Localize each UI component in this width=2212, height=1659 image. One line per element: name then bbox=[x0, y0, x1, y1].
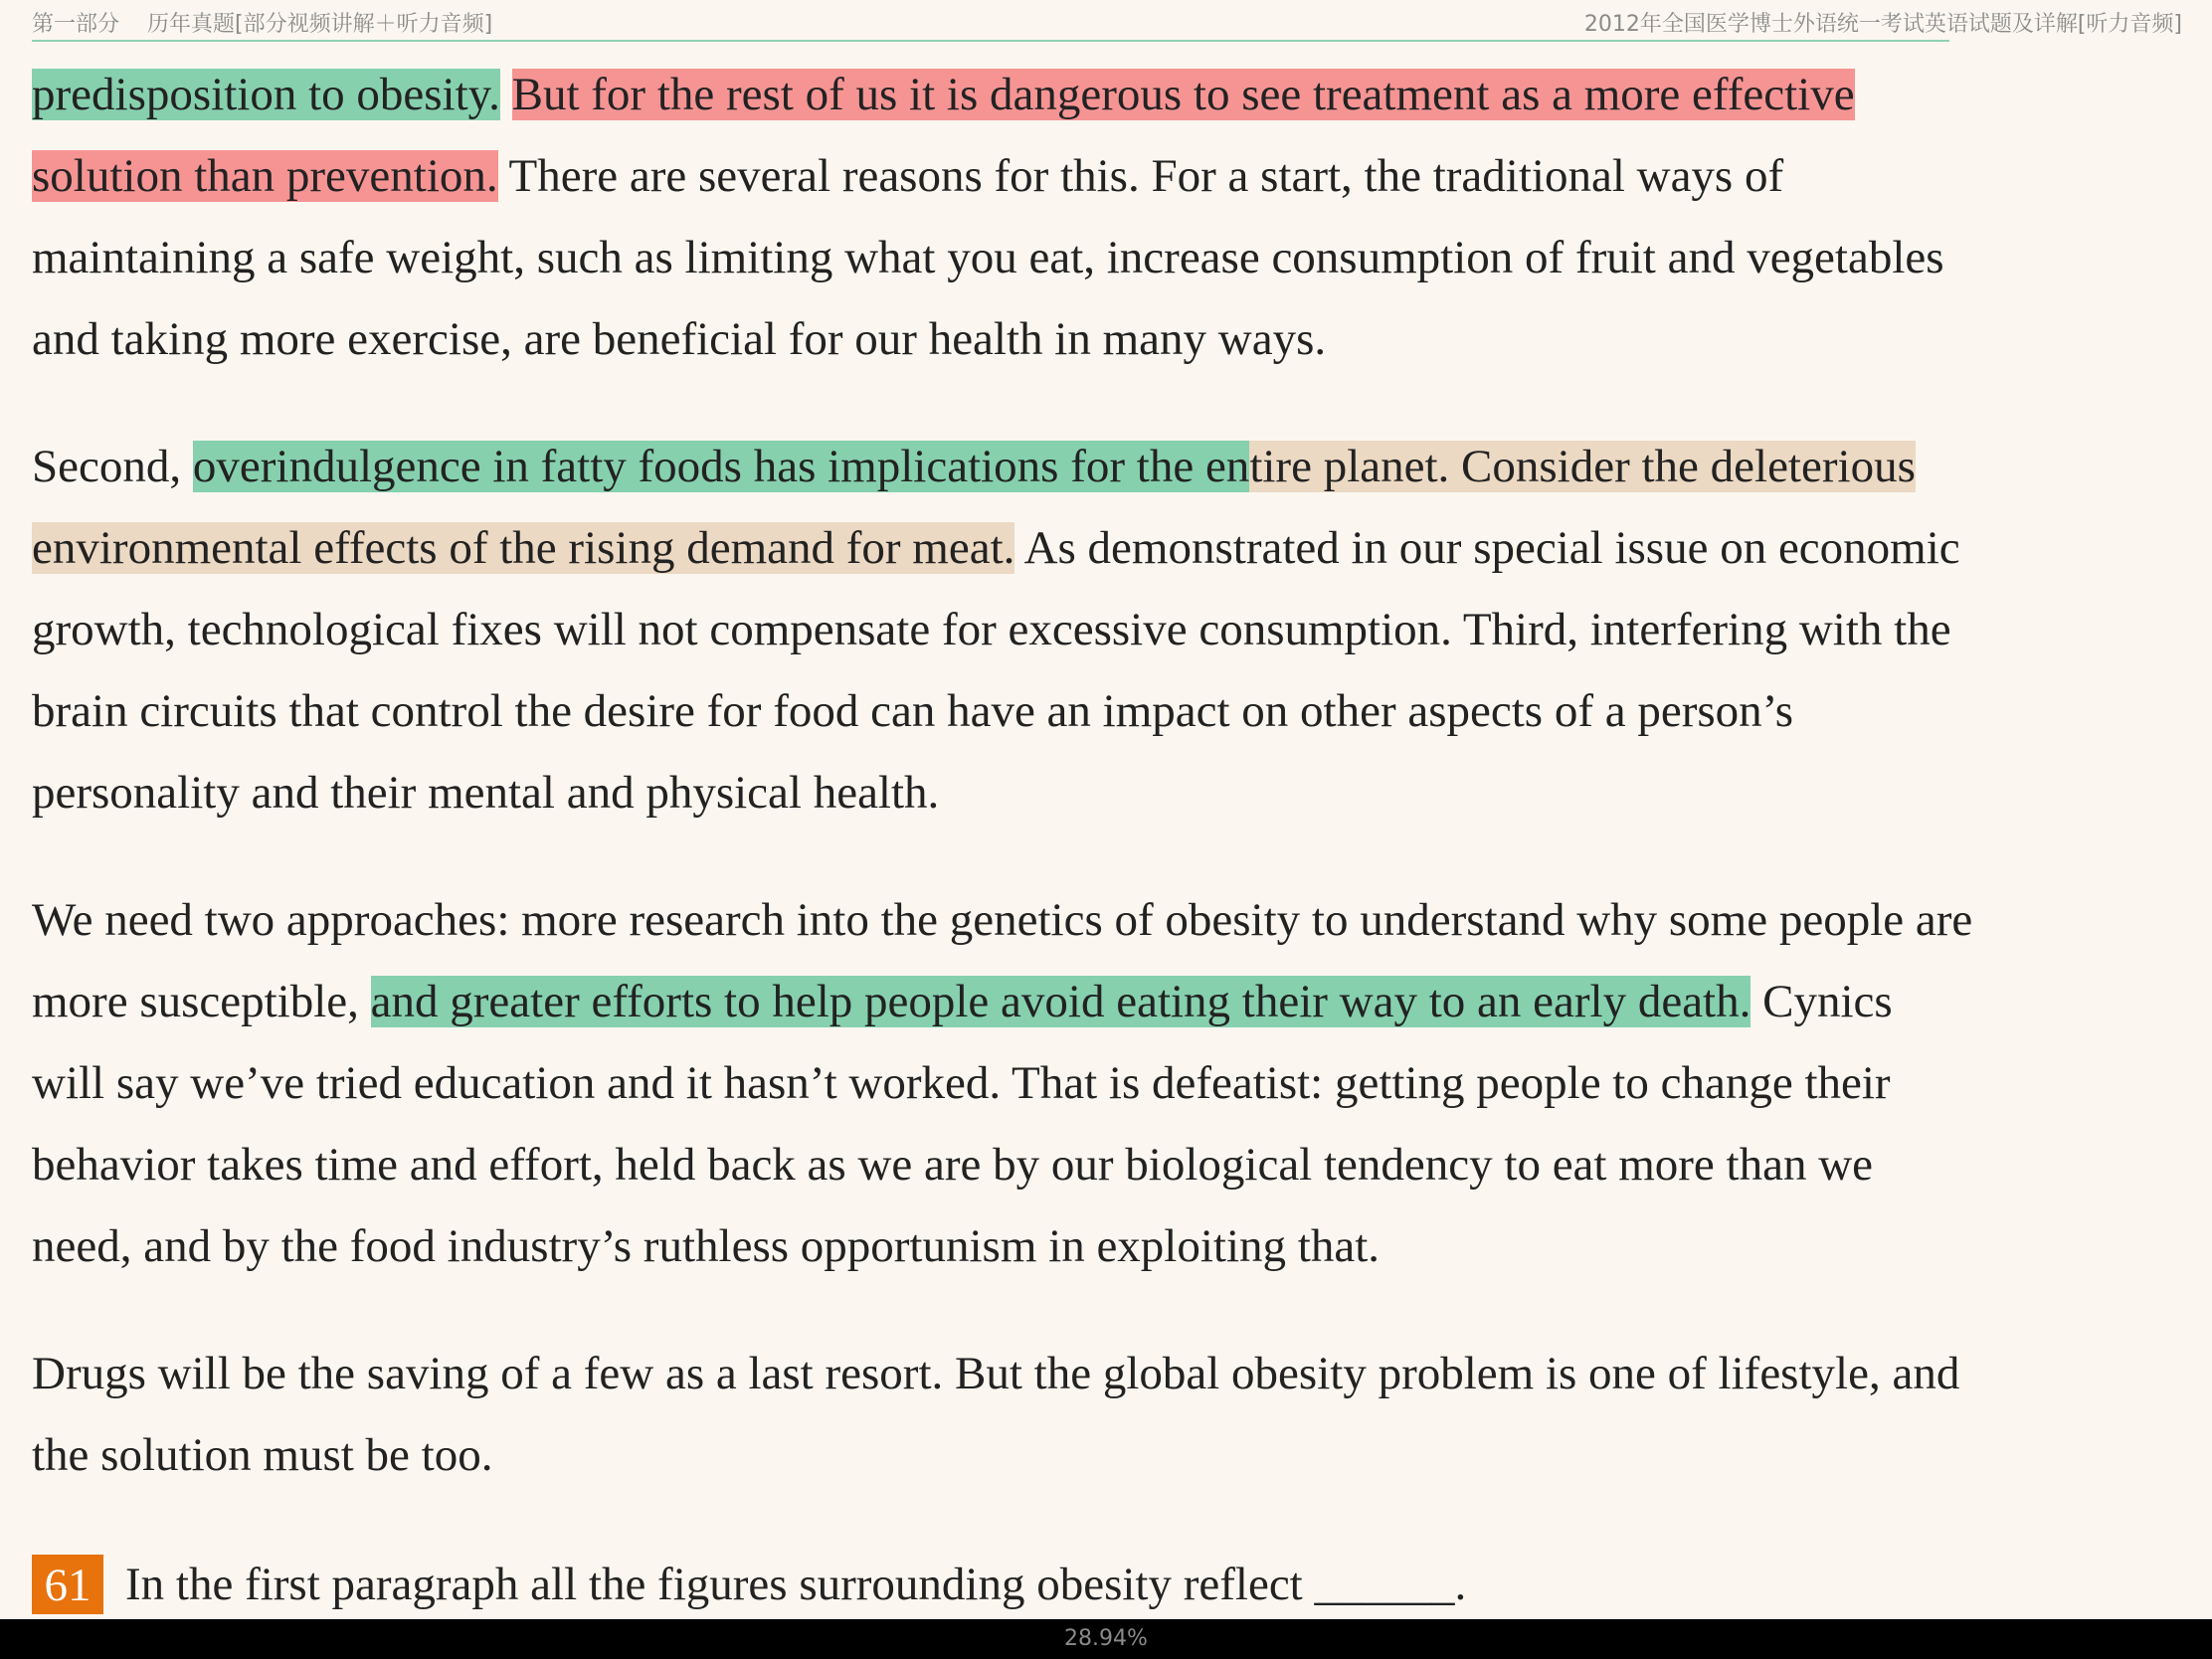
reader-header bbox=[0, 0, 2212, 42]
question-61 bbox=[32, 1544, 1466, 1625]
text-line: Drugs will be the saving of a few as a last resort. But the global obesity problem is one of lifestyle, and bbox=[32, 1348, 1960, 1399]
text-line bbox=[32, 426, 2190, 507]
paragraph-3 bbox=[32, 879, 2190, 1287]
passage-text: more susceptible, bbox=[32, 976, 371, 1027]
text-line: brain circuits that control the desire for food can have an impact on other aspects of a person’s bbox=[32, 685, 1794, 737]
header-doc-title: 2012年全国医学博士外语统一考试英语试题及详解[听力音频] bbox=[1583, 12, 2182, 37]
text-line: growth, technological fixes will not compensate for excessive consumption. Third, interfering with the bbox=[32, 604, 1951, 655]
passage-text: Second, bbox=[32, 441, 193, 492]
header-section: 历年真题[部分视频讲解＋听力音频] bbox=[147, 12, 493, 37]
text-line: behavior takes time and effort, held back as we are by our biological tendency to eat more than we bbox=[32, 1139, 1874, 1191]
text-line bbox=[32, 507, 2190, 589]
highlight-green[interactable]: and greater efforts to help people avoid eating their way to an early death. bbox=[370, 976, 1751, 1027]
highlight-red[interactable]: solution than prevention. bbox=[32, 150, 498, 202]
header-breadcrumb bbox=[32, 7, 492, 38]
header-part: 第一部分 bbox=[32, 12, 120, 37]
text-line: will say we’ve tried education and it hasn’t worked. That is defeatist: getting people to change their bbox=[32, 1057, 1891, 1109]
reading-passage bbox=[32, 54, 2190, 1542]
text-line: need, and by the food industry’s ruthless opportunism in exploiting that. bbox=[32, 1220, 1381, 1272]
paragraph-1 bbox=[32, 54, 2190, 380]
passage-text: There are several reasons for this. For a start, the traditional ways of bbox=[497, 150, 1784, 202]
passage-text: Cynics bbox=[1751, 976, 1893, 1027]
question-number-badge[interactable]: 61 bbox=[32, 1555, 103, 1614]
text-line: the solution must be too. bbox=[32, 1429, 493, 1481]
text-line bbox=[32, 54, 2190, 135]
highlight-tan[interactable]: tire planet. Consider the deleterious bbox=[1249, 441, 1916, 492]
highlight-tan[interactable]: environmental effects of the rising demand for meat. bbox=[32, 522, 1015, 574]
highlight-green[interactable]: overindulgence in fatty foods has implications for the en bbox=[192, 441, 1250, 492]
text-line: We need two approaches: more research into the genetics of obesity to understand why some people are bbox=[32, 894, 1973, 946]
highlight-green[interactable]: predisposition to obesity. bbox=[32, 69, 500, 120]
paragraph-2 bbox=[32, 426, 2190, 833]
highlight-red[interactable]: But for the rest of us it is dangerous to see treatment as a more effective bbox=[511, 69, 1855, 120]
text-line bbox=[32, 961, 2190, 1042]
reader-footer bbox=[0, 1619, 2212, 1659]
question-text: In the first paragraph all the figures surrounding obesity reflect ______. bbox=[125, 1559, 1467, 1610]
paragraph-4 bbox=[32, 1333, 2190, 1496]
text-line bbox=[32, 135, 2190, 217]
text-line: and taking more exercise, are beneficial for our health in many ways. bbox=[32, 313, 1327, 365]
header-divider bbox=[32, 40, 1949, 42]
text-line: maintaining a safe weight, such as limiting what you eat, increase consumption of fruit and vegetables bbox=[32, 232, 1944, 283]
passage-text: As demonstrated in our special issue on economic bbox=[1014, 522, 1960, 574]
text-line: personality and their mental and physical health. bbox=[32, 767, 940, 819]
reading-progress: 28.94% bbox=[1064, 1626, 1148, 1651]
